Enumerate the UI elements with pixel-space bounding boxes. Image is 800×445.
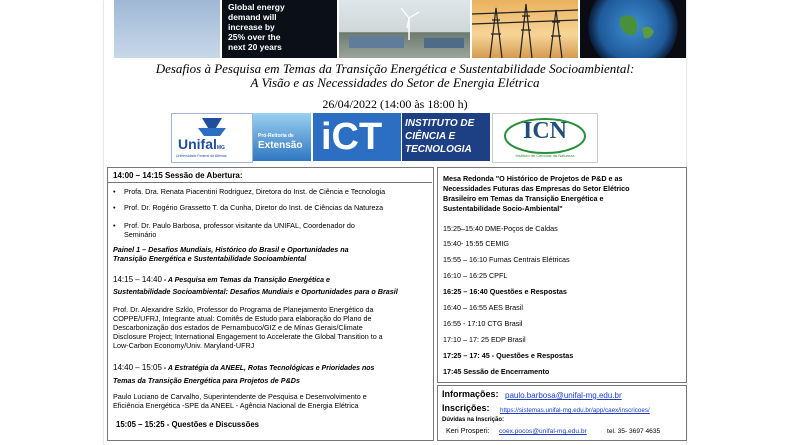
banner-photo-solar-wind bbox=[339, 0, 470, 58]
power-tower-icon bbox=[472, 0, 578, 58]
roundtable-title-4: Sustentabilidade Socio-Ambiental" bbox=[443, 204, 563, 213]
instituto-wordmark: INSTITUTO DE CIÊNCIA E TECNOLOGIA bbox=[405, 118, 475, 155]
unifal-subtitle: Universidade Federal de Alfenas bbox=[176, 154, 227, 158]
opening-bullet-3-cont: Seminário bbox=[124, 230, 157, 239]
panel1-qa: 15:05 – 15:25 - Questões e Discussões bbox=[116, 420, 260, 429]
opening-divider bbox=[108, 182, 432, 183]
bullet-dot: • bbox=[113, 203, 116, 212]
talk1-heading: 14:15 – 14:40 - A Pesquisa em Temas da Transição Energética e bbox=[113, 275, 330, 284]
extensao-line1: Pró-Reitoria de bbox=[258, 133, 294, 139]
doubts-email-link[interactable]: coex.pocos@unifal-mg.edu.br bbox=[499, 428, 587, 435]
panel1-title-1: Painel 1 – Desafios Mundiais, Histórico do Brasil e Oportunidades na bbox=[113, 245, 349, 254]
bullet-dot: • bbox=[113, 187, 116, 196]
registration-url-link[interactable]: https://sistemas.unifal-mg.edu.br/app/caex/inscricoes/ bbox=[500, 407, 650, 414]
speaker1-line-5: Low-Carbon Economy/Univ. Maryland-UFRJ bbox=[113, 341, 255, 350]
info-row: Informações: bbox=[442, 389, 499, 399]
speaker2-line-2: Eficiência Energética -SPE da ANEEL - Agência Nacional de Energia Elétrica bbox=[113, 401, 359, 410]
ict-wordmark: iCT bbox=[321, 116, 383, 158]
unifal-wordmark: UnifalMG bbox=[178, 136, 225, 152]
banner-photo-energy-demand bbox=[114, 0, 220, 58]
energy-demand-text: Global energy demand will increase by 25% over the next 20 years bbox=[228, 2, 285, 52]
event-date: 26/04/2022 (14:00 às 18:00 h) bbox=[322, 97, 468, 111]
schedule-item: 16:25 – 16:40 Questões e Respostas bbox=[443, 287, 567, 296]
talk1-title-2: Sustentabilidade Socioambiental: Desafios Mundiais e Oportunidades para o Brasil bbox=[113, 287, 398, 296]
bullet-dot: • bbox=[113, 221, 116, 230]
schedule-item: 17:25 – 17: 45 - Questões e Respostas bbox=[443, 351, 574, 360]
info-email-link[interactable]: paulo.barbosa@unifal-mg.edu.br bbox=[505, 391, 622, 400]
opening-bullet-2: Prof. Dr. Rogério Grassetto T. da Cunha, Diretor do Inst. de Ciências da Natureza bbox=[124, 203, 384, 212]
panel1-title-2: Transição Energética e Sustentabilidade Socioambiental bbox=[113, 254, 307, 263]
roundtable-title-1: Mesa Redonda "O Histórico de Projetos de P&D e as bbox=[443, 174, 623, 183]
banner-photo-earth bbox=[580, 0, 686, 58]
event-title: Desafios à Pesquisa em Temas da Transição Energética e Sustentabilidade Socioambiental: A Visão e as Necessidades do Setor de Energia Elétrica bbox=[155, 61, 635, 90]
roundtable-title-2: Necessidades Futuras das Empresas do Setor Elétrico bbox=[443, 184, 630, 193]
icn-wordmark: ICN bbox=[522, 118, 567, 144]
icn-logo bbox=[492, 113, 598, 163]
unifal-logo bbox=[171, 113, 253, 163]
speaker1-line-3: Descarbonização dos estados de Pernambuco/GIZ e de Minas Gerais/Climate bbox=[113, 323, 363, 332]
speaker1-line-4: Disclosure Project; International Engagement to Accelerate the Global Transition to a bbox=[113, 332, 383, 341]
instituto-ciencia-tecnologia-logo bbox=[402, 113, 490, 161]
banner-photo-power-lines bbox=[472, 0, 578, 58]
roundtable-title-3: Brasileiro em Temas da Transição Energética e bbox=[443, 194, 604, 203]
speaker1-line-2: COPPE/UFRJ, Integrante atual: Comitês de Estudo para elaboração do Plano de bbox=[113, 314, 372, 323]
schedule-item: 16:55 - 17:10 CTG Brasil bbox=[443, 319, 523, 328]
opening-heading: 14:00 – 14:15 Sessão de Abertura: bbox=[113, 171, 243, 180]
schedule-item: 15:55 – 16:10 Furnas Centrais Elétricas bbox=[443, 255, 570, 264]
schedule-item: 15:40- 15:55 CEMIG bbox=[443, 239, 509, 248]
opening-bullet-3: Prof. Dr. Paulo Barbosa, professor visitante da UNIFAL, Coordenador do bbox=[124, 221, 355, 230]
speaker1-line-1: Prof. Dr. Alexandre Szklo, Professor do Programa de Planejamento Energético da bbox=[113, 305, 374, 314]
banner-photo-city-night bbox=[222, 0, 337, 58]
talk2-title-2: Temas da Transição Energética para Projetos de P&Ds bbox=[113, 376, 300, 385]
registration-label: Inscrições: bbox=[442, 403, 490, 413]
schedule-item: 17:45 Sessão de Encerramento bbox=[443, 367, 550, 376]
talk2-heading: 14:40 – 15:05 - A Estratégia da ANEEL, Rotas Tecnológicas e Prioridades nos bbox=[113, 363, 375, 372]
opening-bullet-1: Profa. Dra. Renata Piacentini Rodriguez, Diretora do Inst. de Ciência e Tecnologia bbox=[124, 187, 386, 196]
extensao-logo bbox=[253, 113, 311, 161]
speaker2-line-1: Paulo Luciano de Carvalho, Superintendente de Pesquisa e Desenvolvimento e bbox=[113, 392, 367, 401]
ict-logo bbox=[313, 113, 401, 161]
doubts-name: Keri Prosperi: bbox=[446, 426, 490, 435]
schedule-item: 17:10 – 17: 25 EDP Brasil bbox=[443, 335, 526, 344]
doubts-phone: tel. 35- 3697 4635 bbox=[607, 428, 661, 435]
schedule-item: 16:40 – 16:55 AES Brasil bbox=[443, 303, 523, 312]
icn-subtitle: Instituto de Ciências da Natureza bbox=[515, 153, 575, 158]
extensao-line2: Extensão bbox=[258, 140, 303, 151]
wind-turbine-icon bbox=[339, 0, 470, 58]
doubts-label: Dúvidas na Inscrição: bbox=[442, 417, 505, 423]
schedule-item: 15:25–15:40 DME-Poços de Caldas bbox=[443, 224, 558, 233]
schedule-item: 16:10 – 16:25 CPFL bbox=[443, 271, 508, 280]
globe-icon bbox=[580, 0, 686, 58]
